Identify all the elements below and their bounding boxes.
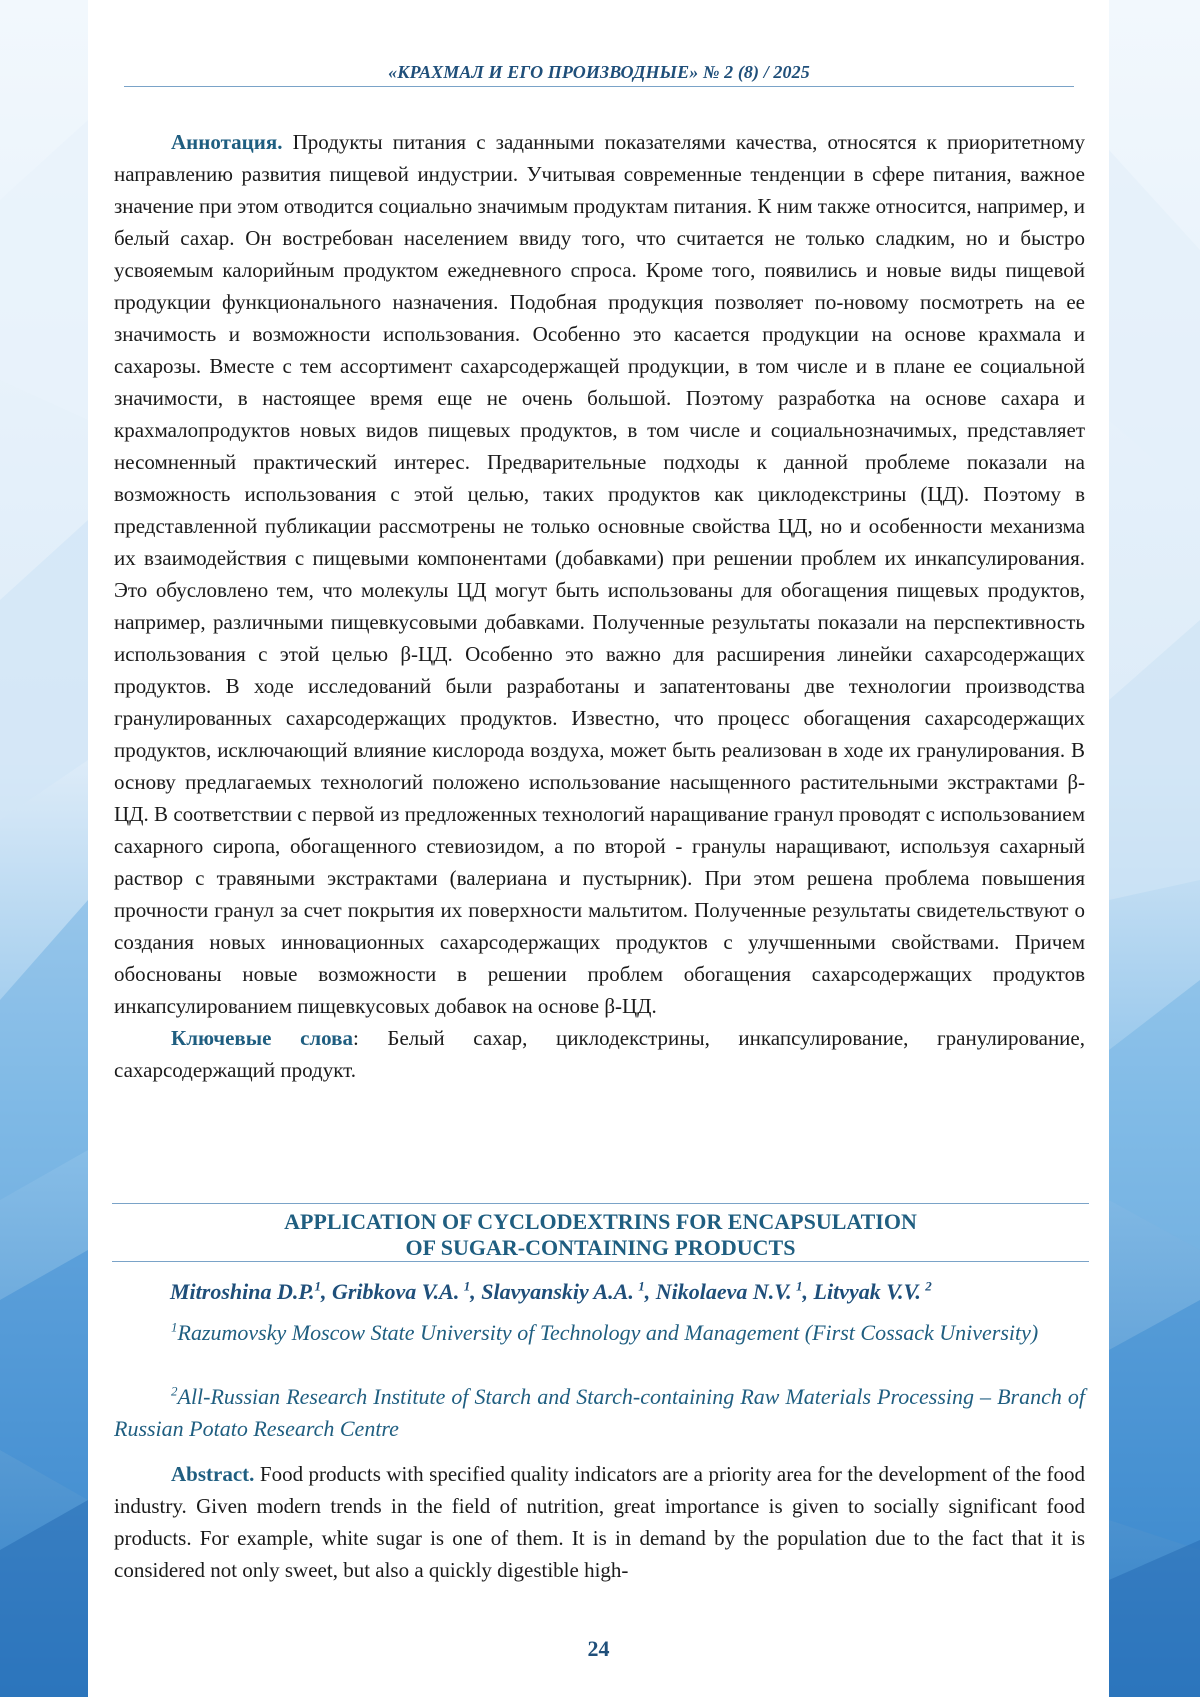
author-name: Litvyak V.V. xyxy=(813,1279,921,1304)
abstract-ru-paragraph xyxy=(114,126,1085,1022)
keywords-ru xyxy=(114,1022,1085,1086)
article-title-line-2: OF SUGAR-CONTAINING PRODUCTS xyxy=(405,1235,796,1260)
page-number: 24 xyxy=(587,1636,610,1661)
author-affiliation-mark: 1 xyxy=(796,1278,803,1294)
author-name: Mitroshina D.P. xyxy=(170,1279,315,1304)
left-margin-decoration xyxy=(0,0,88,1697)
header-divider xyxy=(124,86,1074,87)
abstract-ru xyxy=(114,126,1085,1086)
author-name: Slavyanskiy A.A. xyxy=(481,1279,634,1304)
author-affiliation-mark: 1 xyxy=(463,1278,471,1294)
author-affiliation-mark: 1 xyxy=(314,1278,321,1294)
article-title xyxy=(112,1203,1089,1262)
keywords-ru-lead: Ключевые слова xyxy=(171,1026,353,1050)
abstract-en xyxy=(114,1458,1085,1586)
affiliation-text: All-Russian Research Institute of Starch and Starch-containing Raw Materials Processing – Branch of Russian Potato Research Centre xyxy=(114,1384,1085,1441)
article-title-line-1: APPLICATION OF CYCLODEXTRINS FOR ENCAPSULATION xyxy=(284,1209,917,1234)
right-margin-decoration xyxy=(1109,0,1200,1697)
author-name: Gribkova V.A. xyxy=(331,1279,460,1304)
keywords-ru-text: : Белый сахар, циклодекстрины, инкапсулирование, гранулирование, сахарсодержащий продукт. xyxy=(114,1026,1085,1082)
author-affiliation-mark: 2 xyxy=(925,1278,932,1294)
journal-page xyxy=(88,0,1109,1697)
affiliation-text: Razumovsky Moscow State University of Technology and Management (First Cossack University) xyxy=(177,1320,1039,1345)
affiliation-2 xyxy=(114,1381,1085,1445)
affiliation-1 xyxy=(114,1317,1085,1349)
abstract-ru-text: Продукты питания с заданными показателями качества, относятся к приоритетному направлению развития пищевой индустрии. Учитывая современные тенденции в сфере питания, важное значение при этом отводится социально значимым продуктам питания. К ним также относится, например, и белый сахар. Он востребован населением ввиду того, что считается не только сладким, но и быстро усвояемым калорийным продуктом ежедневного спроса. Кроме того, появились и новые виды пищевой продукции функционального назначения. Подобная продукция позволяет по-новому посмотреть на ее значимость и возможности использования. Особенно это касается продукции на основе крахмала и сахарозы. Вместе с тем ассортимент сахарсодержащей продукции, в том числе и в плане ее социальной значимости, в настоящее время еще не очень большой. Поэтому разработка на основе сахара и крахмалопродуктов новых видов пищевых продуктов, в том числе и социальнозначимых, представляет несомненный практический интерес. Предварительные подходы к данной проблеме показали на возможность использования с этой целью, таких продуктов как циклодекстрины (ЦД). Поэтому в представленной публикации рассмотрены не только основные свойства ЦД, но и особенности механизма их взаимодействия с пищевыми компонентами (добавками) при решении проблем их инкапсулирования. Это обусловлено тем, что молекулы ЦД могут быть использованы для обогащения пищевых продуктов, например, различными пищевкусовыми добавками. Полученные результаты показали на перспективность использования с этой целью β-ЦД. Особенно это важно для расширения линейки сахарсодержащих продуктов. В ходе исследований были разработаны и запатентованы две технологии производства гранулированных сахарсодержащих продуктов. Известно, что процесс обогащения сахарсодержащих продуктов, исключающий влияние кислорода воздуха, может быть реализован в ходе их гранулирования. В основу предлагаемых технологий положено использование насыщенного растительными экстрактами β-ЦД. В соответствии с первой из предложенных технологий наращивание гранул проводят с использованием сахарного сиропа, обогащенного стевиозидом, а по второй - гранулы наращивают, используя сахарный раствор с травяными экстрактами (валериана и пустырник). При этом решена проблема повышения прочности гранул за счет покрытия их поверхности мальтитом. Полученные результаты свидетельствуют о создания новых инновационных сахарсодержащих продуктов с улучшенными свойствами. Причем обоснованы новые возможности в решении проблем обогащения сахарсодержащих продуктов инкапсулированием пищевкусовых добавок на основе β-ЦД. xyxy=(114,130,1085,1018)
affiliation-mark: 1 xyxy=(171,1319,178,1335)
author-name: Nikolaeva N.V. xyxy=(655,1279,792,1304)
author-list: Mitroshina D.P.$^1$, Gribkova V.A. $^1$, Slavyanskiy A.A. $^1$, Nikolaeva N.V. $^1$, Litvyak V.V. $^2$ xyxy=(170,1278,932,1304)
abstract-ru-lead: Аннотация. xyxy=(171,130,283,154)
running-header: «КРАХМАЛ И ЕГО ПРОИЗВОДНЫЕ» № 2 (8) / 2025 xyxy=(388,62,810,82)
affiliation-mark: 2 xyxy=(171,1383,178,1399)
abstract-en-text: Food products with specified quality indicators are a priority area for the development of the food industry. Given modern trends in the field of nutrition, great importance is given to socially significant food products. For example, white sugar is one of them. It is in demand by the population due to the fact that it is considered not only sweet, but also a quickly digestible high- xyxy=(114,1462,1085,1582)
abstract-en-lead: Abstract. xyxy=(171,1462,255,1486)
author-affiliation-mark: 1 xyxy=(638,1278,645,1294)
abstract-en-paragraph xyxy=(114,1458,1085,1586)
